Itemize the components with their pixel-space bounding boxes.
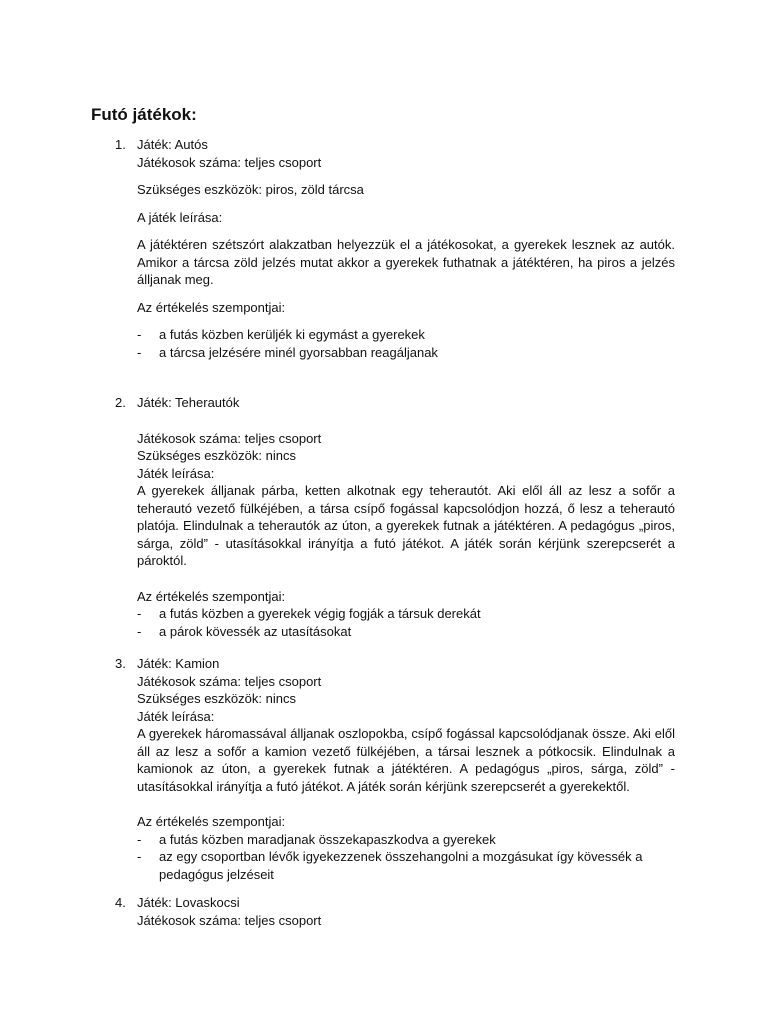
game-players: Játékosok száma: teljes csoport <box>137 430 322 446</box>
game-tools: Szükséges eszközök: nincs <box>137 691 296 706</box>
game-number: 1. <box>115 137 126 152</box>
game-number: 3. <box>115 656 126 671</box>
criterion-text: a futás közben maradjanak összekapaszkodva a gyerekek <box>159 831 496 847</box>
game-body <box>137 394 675 640</box>
criteria-list <box>137 326 675 361</box>
game-name: Játék: Teherautók <box>137 395 240 410</box>
dash-bullet: - <box>137 327 142 342</box>
game-description-label: A játék leírása: <box>137 209 223 225</box>
criteria-label: Az értékelés szempontjai: <box>137 814 286 829</box>
game-description: A játéktéren szétszórt alakzatban helyezzük el a játékosokat, a gyerekek lesznek az autók. Amikor a tárcsa zöld jelzés mutat akkor a gyerekek futhatnak a játéktéren, ha piros a jelzés álljanak meg. <box>137 237 675 287</box>
game-number: 2. <box>115 395 126 410</box>
criterion-text: az egy csoportban lévők igyekezzenek összehangolni a mozgásukat így kövessék a pedagógus jelzéseit <box>159 849 643 882</box>
criteria-list <box>137 831 675 884</box>
dash-bullet: - <box>137 849 142 864</box>
list-item <box>137 605 675 623</box>
game-body <box>137 894 675 929</box>
criterion-text: a tárcsa jelzésére minél gyorsabban reagáljanak <box>159 344 438 360</box>
game-players: Játékosok száma: teljes csoport <box>137 673 322 689</box>
criterion-text: a futás közben a gyerekek végig fogják a társuk derekát <box>159 606 481 621</box>
criteria-label: Az értékelés szempontjai: <box>137 588 286 604</box>
dash-bullet: - <box>137 344 142 360</box>
dash-bullet: - <box>137 623 142 639</box>
game-body <box>137 136 675 361</box>
game-description-label: Játék leírása: <box>137 708 215 724</box>
game-tools: Szükséges eszközök: nincs <box>137 448 296 463</box>
criterion-text: a futás közben kerüljék ki egymást a gyerekek <box>159 327 425 342</box>
criterion-text: a párok kövessék az utasításokat <box>159 623 352 639</box>
game-body <box>137 655 675 883</box>
criteria-label: Az értékelés szempontjai: <box>137 299 286 315</box>
list-item <box>137 344 675 362</box>
game-players: Játékosok száma: teljes csoport <box>137 912 322 928</box>
list-item <box>137 326 675 344</box>
game-name: Játék: Lovaskocsi <box>137 895 240 910</box>
game-description: A gyerekek háromassával álljanak oszlopokba, csípő fogással kapcsolódjanak össze. Aki elől áll az lesz a sofőr a kamion vezető fülkéjében, a társai lesznek a pótkocsik. Elindulnak a kamionok az úton, a gyerekek futnak a játéktéren. A pedagógus „piros, sárga, zöld” - utasításokkal irányítja a futó játékot. A játék során kérjünk szerepcserét a gyerekektől. <box>137 726 675 794</box>
game-players: Játékosok száma: teljes csoport <box>137 154 322 170</box>
criteria-list <box>137 605 675 640</box>
dash-bullet: - <box>137 831 142 847</box>
page-title: Futó játékok: <box>91 105 197 124</box>
game-description: A gyerekek álljanak párba, ketten alkotnak egy teherautót. Aki elől áll az lesz a sofőr a teherautó vezető fülkéjében, a társa csípő fogással kapcsolódjon hozzá, ő lesz a teherautó platója. Elindulnak a teherautók az úton, a gyerekek futnak a játéktéren. A pedagógus „piros, sárga, zöld” - utasításokkal irányítja a futó játékot. A játék során kérjünk szerepcserét a pároktól. <box>137 483 675 568</box>
dash-bullet: - <box>137 606 142 621</box>
game-tools: Szükséges eszközök: piros, zöld tárcsa <box>137 182 364 197</box>
list-item <box>137 831 675 849</box>
game-name: Játék: Autós <box>137 137 208 152</box>
game-name: Játék: Kamion <box>137 656 220 671</box>
list-item <box>137 848 675 883</box>
list-item <box>137 623 675 641</box>
game-description-label: Játék leírása: <box>137 465 215 481</box>
game-number: 4. <box>115 895 126 910</box>
